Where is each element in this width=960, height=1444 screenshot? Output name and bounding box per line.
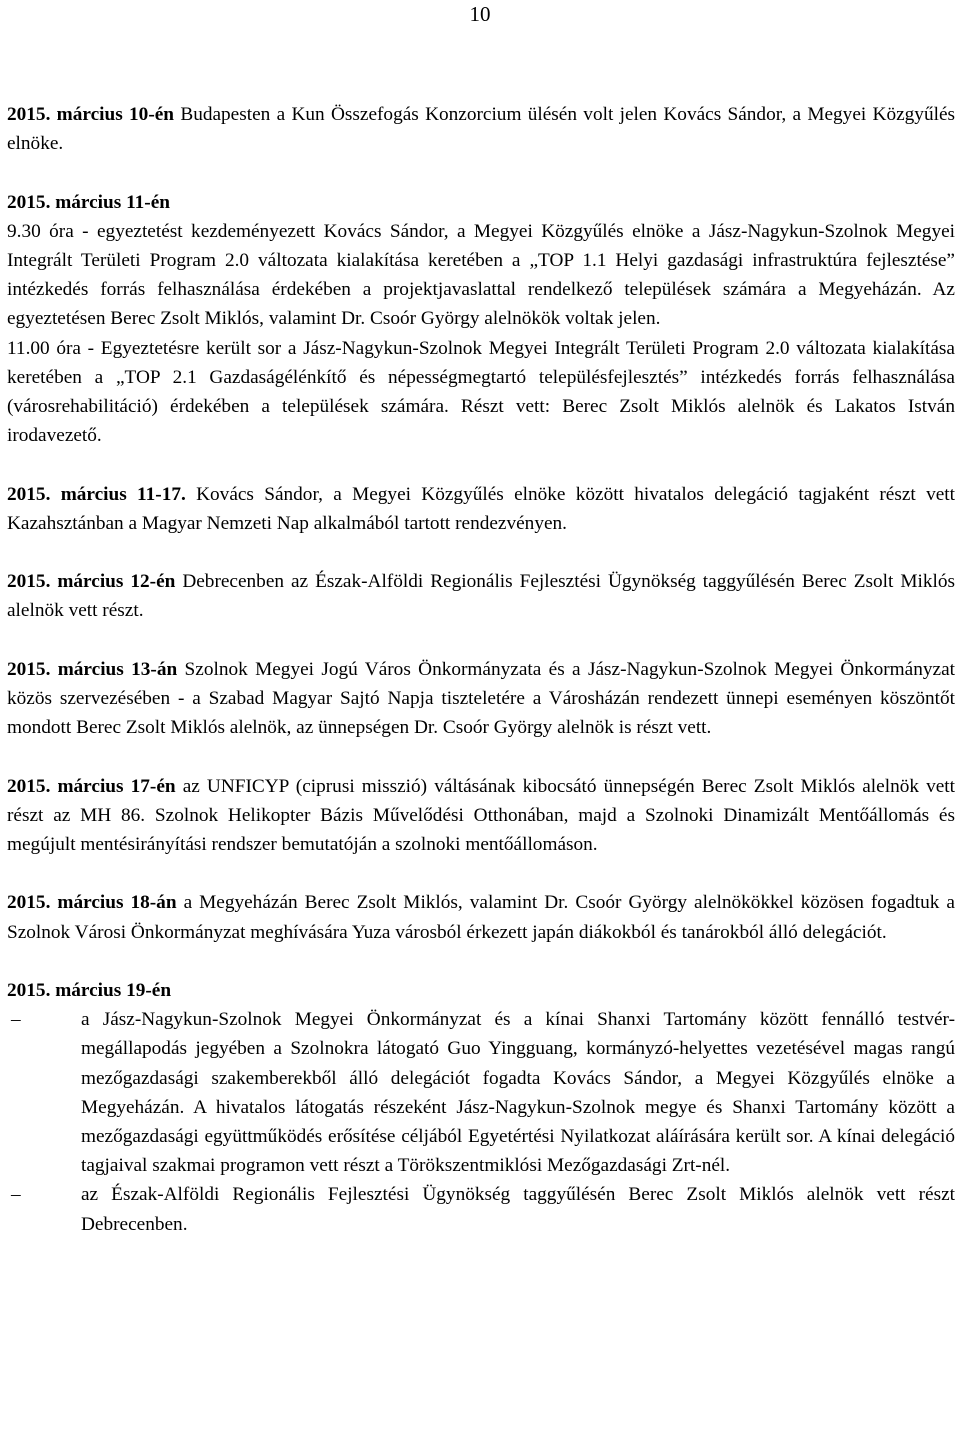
entry-march-19-list — [7, 1005, 955, 1239]
entry-date: 2015. március 11-17. — [7, 483, 186, 505]
list-item — [7, 1005, 955, 1180]
entry-march-19-date — [7, 976, 955, 1005]
list-item-text: a Jász-Nagykun-Szolnok Megyei Önkormányzat és a kínai Shanxi Tartomány között fennálló testvér-megállapodás jegyében a Szolnokra látogató Guo Yingguang, kormányzó-helyettes vezetésével magas rangú mezőgazdasági szakemberekből álló delegációt fogadta Kovács Sándor, a Megyei Közgyűlés elnöke a Megyeházán. A hivatalos látogatás részeként Jász-Nagykun-Szolnok megye és Shanxi Tartomány között a mezőgazdasági együttműködés erősítése céljából Egyetértési Nyilatkozat aláírására került sor. A kínai delegáció tagjaival szakmai programon vett részt a Törökszentmiklósi Mezőgazdasági Zrt-nél. — [81, 1009, 955, 1177]
entry-text: Debrecenben az Észak-Alföldi Regionális Fejlesztési Ügynökség taggyűlésén Berec Zsolt Miklós alelnök vett részt. — [7, 571, 955, 622]
entry-date: 2015. március 18-án — [7, 892, 177, 914]
list-item — [7, 1180, 955, 1238]
entry-march-18 — [7, 888, 955, 946]
dash-bullet-icon: – — [11, 1184, 21, 1206]
entry-text: az UNFICYP (ciprusi misszió) váltásának kibocsátó ünnepségén Berec Zsolt Miklós alelnök vett részt az MH 86. Szolnok Helikopter Bázis Művelődési Otthonában, majd a Szolnoki Dinamizált Mentőállomás és megújult mentésirányítási rendszer bemutatóján a szolnoki mentőállomáson. — [7, 775, 956, 855]
dash-bullet-icon: – — [11, 1009, 21, 1031]
entry-march-11-item-1: 9.30 óra - egyeztetést kezdeményezett Kovács Sándor, a Megyei Közgyűlés elnöke a Jász-Nagykun-Szolnok Megyei Integrált Területi Program 2.0 változata kialakítása keretében a „TOP 1.1 Helyi gazdasági infrastruktúra fejlesztése” intézkedés forrás felhasználása érdekében a projektjavaslattal rendelkező települések számára a Megyeházán. Az egyeztetésen Berec Zsolt Miklós, valamint Dr. Csoór György alelnökök voltak jelen. — [7, 220, 955, 330]
entry-text: Kovács Sándor, a Megyei Közgyűlés elnöke között hivatalos delegáció tagjaként részt vett Kazahsztánban a Magyar Nemzeti Nap alkalmából tartott rendezvényen. — [7, 483, 955, 534]
entry-date: 2015. március 10-én — [7, 104, 175, 125]
entry-march-11-item-2: 11.00 óra - Egyeztetésre került sor a Jász-Nagykun-Szolnok Megyei Integrált Területi Program 2.0 változata kialakítása keretében a „TOP 2.1 Gazdaságélénkítő és népességmegtartó településfejlesztés” intézkedés forrás felhasználása (városrehabilitáció) érdekében a települések számára. Részt vett: Berec Zsolt Miklós alelnök és Lakatos István irodavezető. — [7, 337, 955, 447]
entry-text: Budapesten a Kun Összefogás Konzorcium ülésén volt jelen Kovács Sándor, a Megyei Közgyűlés elnöke. — [7, 104, 956, 155]
entry-date: 2015. március 12-én — [7, 571, 176, 593]
entry-date: 2015. március 11-én — [7, 191, 170, 213]
entry-text: a Megyeházán Berec Zsolt Miklós, valamint Dr. Csoór György alelnökökkel közösen fogadtuk a Szolnok Városi Önkormányzat meghívására Yuza városból érkezett japán diákokból és tanárokból álló delegációt. — [7, 892, 955, 943]
entry-date: 2015. március 13-án — [7, 658, 178, 680]
document-body — [7, 100, 955, 1239]
entry-march-12 — [7, 567, 955, 625]
entry-march-10 — [7, 100, 955, 158]
entry-date: 2015. március 19-én — [7, 979, 172, 1001]
entry-march-13 — [7, 655, 955, 743]
entry-text: Szolnok Megyei Jogú Város Önkormányzata és a Jász-Nagykun-Szolnok Megyei Önkormányzat közös szervezésében - a Szabad Magyar Sajtó Napja tiszteletére a Városházán rendezett ünnepi eseményen köszöntőt mondott Berec Zsolt Miklós alelnök, az ünnepségen Dr. Csoór György alelnök is részt vett. — [7, 658, 955, 739]
entry-date: 2015. március 17-én — [7, 775, 176, 797]
page-number: 10 — [469, 2, 491, 26]
list-item-text: az Észak-Alföldi Regionális Fejlesztési Ügynökség taggyűlésén Berec Zsolt Miklós alelnök vett részt Debrecenben. — [81, 1184, 955, 1235]
entry-march-17 — [7, 772, 955, 860]
entry-march-11-17 — [7, 480, 955, 538]
entry-march-11-date — [7, 188, 955, 217]
